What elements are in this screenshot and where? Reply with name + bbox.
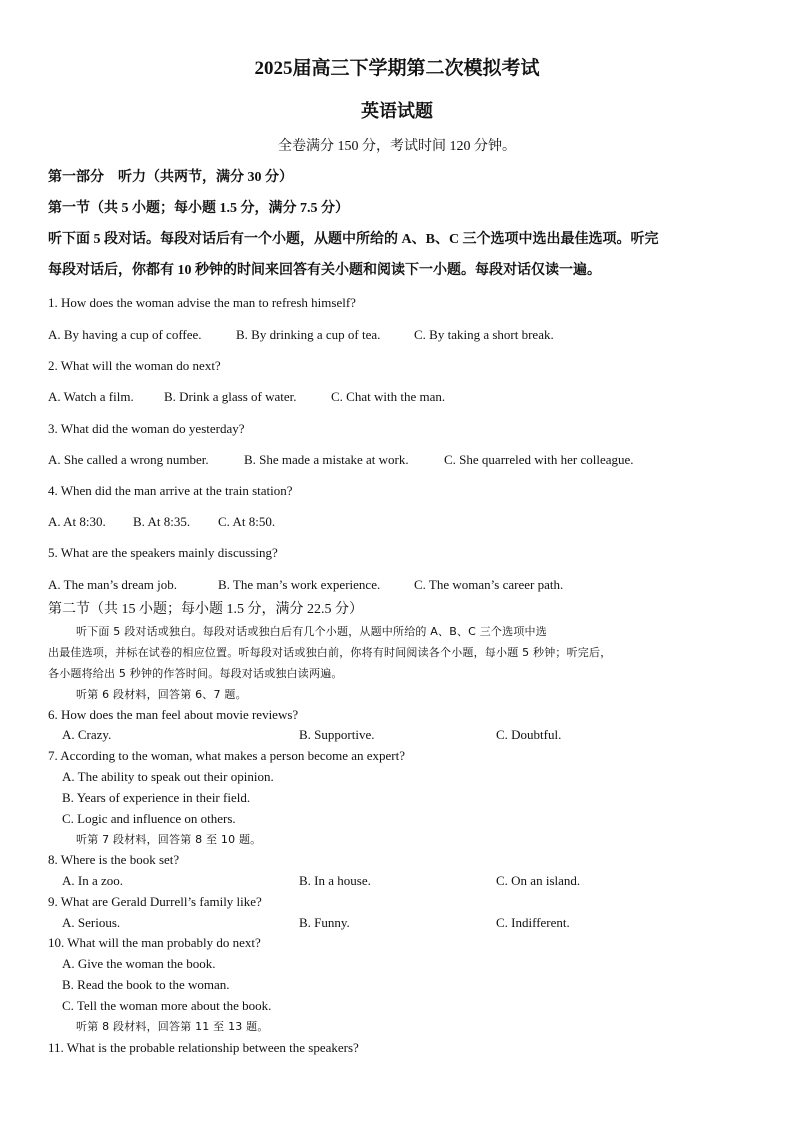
section2-directions-line3: 各小题将给出 5 秒钟的作答时间。每段对话或独白读两遍。 — [48, 667, 343, 680]
part1-heading: 第一部分 听力（共两节，满分 30 分） — [48, 170, 293, 185]
section1-heading: 第一节（共 5 小题；每小题 1.5 分，满分 7.5 分） — [48, 201, 349, 216]
question-8-option-b: B. In a house. — [299, 873, 371, 888]
question-3-option-c: C. She quarreled with her colleague. — [444, 452, 634, 467]
section2-heading: 第二节（共 15 小题；每小题 1.5 分，满分 22.5 分） — [48, 602, 363, 617]
question-10-option-b: B. Read the book to the woman. — [62, 977, 230, 992]
question-10-stem: 10. What will the man probably do next? — [48, 935, 261, 950]
question-5-option-b: B. The man’s work experience. — [218, 577, 381, 592]
material-7-note: 听第 7 段材料，回答第 8 至 10 题。 — [76, 833, 262, 846]
question-7-option-a: A. The ability to speak out their opinion. — [62, 769, 274, 784]
question-6-option-a: A. Crazy. — [62, 727, 112, 742]
question-8-option-a: A. In a zoo. — [62, 873, 124, 888]
question-3-stem: 3. What did the woman do yesterday? — [48, 421, 245, 436]
question-5-stem: 5. What are the speakers mainly discussing? — [48, 545, 278, 560]
question-2-option-b: B. Drink a glass of water. — [164, 389, 297, 404]
question-9-stem: 9. What are Gerald Durrell’s family like? — [48, 894, 262, 909]
question-1-option-c: C. By taking a short break. — [414, 327, 554, 342]
question-2-option-c: C. Chat with the man. — [331, 389, 446, 404]
question-6-option-c: C. Doubtful. — [496, 727, 562, 742]
question-4-option-c: C. At 8:50. — [218, 514, 276, 529]
question-6-stem: 6. How does the man feel about movie reviews? — [48, 707, 299, 722]
question-9-option-c: C. Indifferent. — [496, 915, 570, 930]
question-3-option-a: A. She called a wrong number. — [48, 452, 209, 467]
question-6-option-b: B. Supportive. — [299, 727, 375, 742]
question-10-option-a: A. Give the woman the book. — [62, 956, 216, 971]
question-9-option-b: B. Funny. — [299, 915, 350, 930]
question-7-stem: 7. According to the woman, what makes a person become an expert? — [48, 748, 406, 763]
question-1-option-a: A. By having a cup of coffee. — [48, 327, 202, 342]
question-7-option-b: B. Years of experience in their field. — [62, 790, 251, 805]
section2-directions-line1: 听下面 5 段对话或独白。每段对话或独白后有几个小题，从题中所给的 A、B、C 三个选项中选 — [76, 625, 547, 638]
question-5-option-c: C. The woman’s career path. — [414, 577, 564, 592]
question-7-option-c: C. Logic and influence on others. — [62, 811, 236, 826]
question-4-option-a: A. At 8:30. — [48, 514, 106, 529]
question-8-stem: 8. Where is the book set? — [48, 852, 180, 867]
question-2-stem: 2. What will the woman do next? — [48, 358, 221, 373]
question-11-stem: 11. What is the probable relationship between the speakers? — [48, 1040, 359, 1055]
question-4-stem: 4. When did the man arrive at the train station? — [48, 483, 293, 498]
section2-directions-line2: 出最佳选项，并标在试卷的相应位置。听每段对话或独白前，你将有时间阅读各个小题，每小题 5 秒钟；听完后， — [48, 646, 612, 659]
question-5-option-a: A. The man’s dream job. — [48, 577, 178, 592]
question-1-stem: 1. How does the woman advise the man to refresh himself? — [48, 295, 356, 310]
material-6-note: 听第 6 段材料，回答第 6、7 题。 — [76, 688, 247, 701]
section1-directions-line2: 每段对话后，你都有 10 秒钟的时间来回答有关小题和阅读下一小题。每段对话仅读一遍。 — [48, 263, 601, 278]
question-4-option-b: B. At 8:35. — [133, 514, 191, 529]
exam-info: 全卷满分 150 分，考试时间 120 分钟。 — [278, 139, 516, 154]
question-9-option-a: A. Serious. — [62, 915, 121, 930]
exam-title: 2025届高三下学期第二次模拟考试 — [254, 58, 540, 79]
question-3-option-b: B. She made a mistake at work. — [244, 452, 409, 467]
material-8-note: 听第 8 段材料，回答第 11 至 13 题。 — [76, 1020, 269, 1033]
question-2-option-a: A. Watch a film. — [48, 389, 134, 404]
section1-directions-line1: 听下面 5 段对话。每段对话后有一个小题，从题中所给的 A、B、C 三个选项中选出最佳选项。听完 — [48, 232, 659, 247]
exam-subtitle: 英语试题 — [361, 101, 433, 121]
question-10-option-c: C. Tell the woman more about the book. — [62, 998, 272, 1013]
question-8-option-c: C. On an island. — [496, 873, 581, 888]
question-1-option-b: B. By drinking a cup of tea. — [236, 327, 381, 342]
